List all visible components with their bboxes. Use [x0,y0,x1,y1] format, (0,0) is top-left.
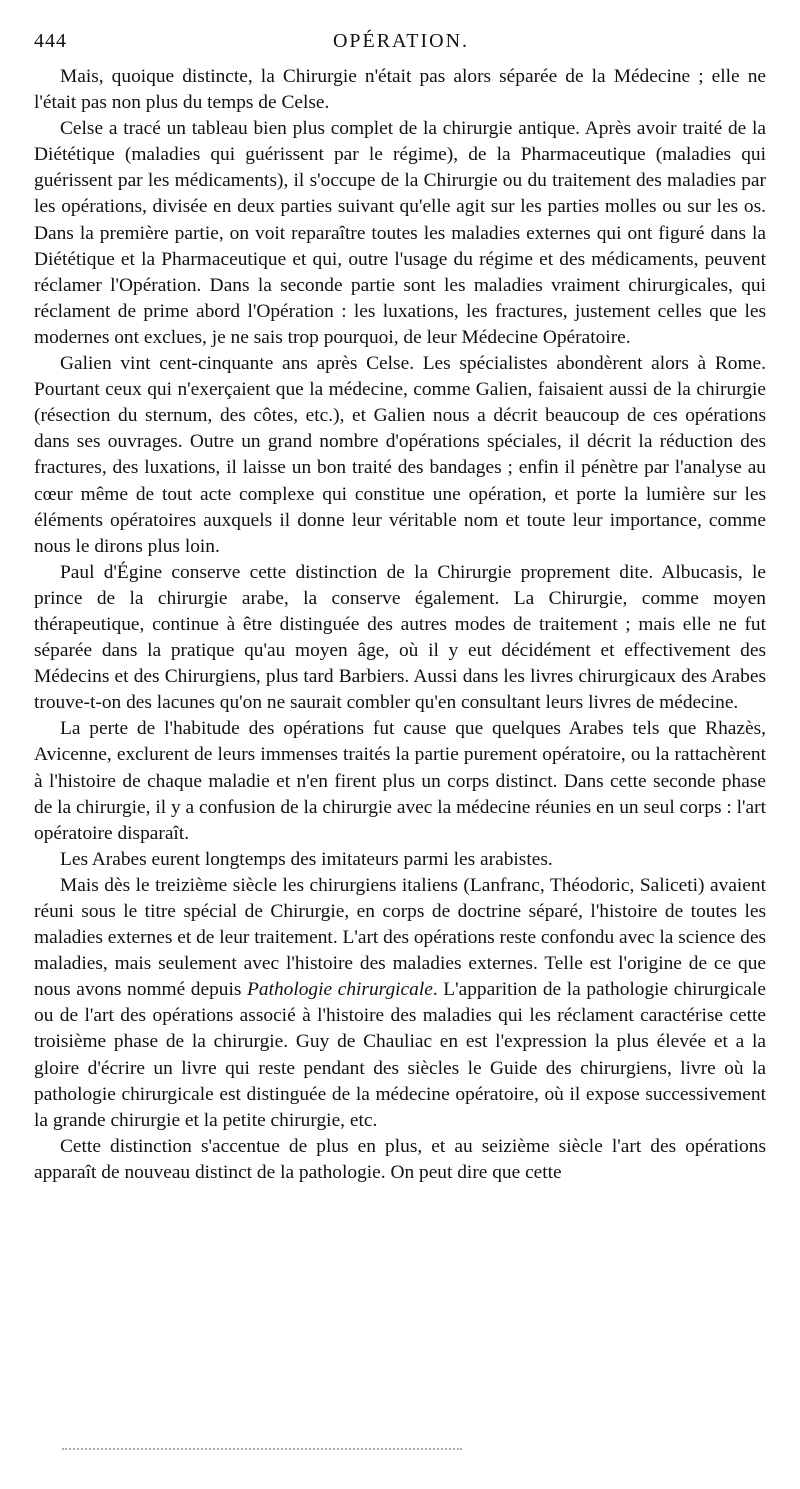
paragraph: Galien vint cent-cinquante ans après Celse. Les spécialistes abondèrent alors à Rome. Pourtant ceux qui n'exerçaient que la médecine, comme Galien, faisaient aussi de la chirurgie (résection du sternum, des côtes, etc.), et Galien nous a décrit beaucoup de ces opérations dans ses ouvrages. Outre un grand nombre d'opérations spéciales, il décrit la réduction des fractures, des luxations, il laisse un bon traité des bandages ; enfin il pénètre par l'analyse au cœur même de tout acte complexe qui constitue une opération, et porte la lumière sur les éléments opératoires auxquels il donne leur véritable nom et toute leur importance, comme nous le dirons plus loin. [34,353,766,557]
page-number: 444 [34,30,67,52]
paragraph: Paul d'Égine conserve cette distinction de la Chirurgie proprement dite. Albucasis, le prince de la chirurgie arabe, la conserve également. La Chirurgie, comme moyen thérapeutique, continue à être distinguée des autres modes de traitement ; mais elle ne fut séparée dans la pratique qu'au moyen âge, où il y eut décidément et effectivement des Médecins et des Chirurgiens, plus tard Barbiers. Aussi dans les livres chirurgicaux des Arabes trouve-t-on des lacunes qu'on ne saurait combler qu'en consultant leurs livres de médecine. [34,561,766,714]
paragraph [34,873,766,1134]
footer-rule [62,1448,462,1454]
paragraph-text: . L'apparition de la pathologie chirurgicale ou de l'art des opérations associé à l'histoire des maladies qui les réclament caractérise cette troisième phase de la chirurgie. Guy de Chauliac en est l'expression la plus élevée et a la gloire d'écrire un livre qui reste pendant des siècles le Guide des chirurgiens, livre où la pathologie chirurgicale est distinguée de la médecine opératoire, où il expose successivement la grande chirurgie et la petite chirurgie, etc. [34,979,766,1131]
paragraph: La perte de l'habitude des opérations fut cause que quelques Arabes tels que Rhazès, Avicenne, exclurent de leurs immenses traités la partie purement opératoire, ou la rattachèrent à l'histoire de chaque maladie et n'en firent plus un corps distinct. Dans cette seconde phase de la chirurgie, il y a confusion de la chirurgie avec la médecine réunies en un seul corps : l'art opératoire disparaît. [34,718,766,844]
paragraph-text: Mais dès le treizième siècle les chirurgiens italiens (Lanfranc, Théodoric, Saliceti) avaient réuni sous le titre spécial de Chirurgie, en corps de doctrine séparé, l'histoire de toutes les maladies externes et de leur traitement. L'art des opérations reste confondu avec la science des maladies, mais seulement avec l'histoire des maladies externes. Telle est l'origine de ce que nous avons nommé depuis [34,874,766,1001]
page-header [34,30,768,60]
running-title: OPÉRATION. [332,30,470,52]
paragraph: Mais, quoique distincte, la Chirurgie n'était pas alors séparée de la Médecine ; elle ne l'était pas non plus du temps de Celse. [34,66,766,114]
paragraph: Les Arabes eurent longtemps des imitateurs parmi les arabistes. [60,848,553,870]
italic-term: Pathologie chirurgicale [247,979,433,1001]
paragraph: Celse a tracé un tableau bien plus complet de la chirurgie antique. Après avoir traité de la Diététique (maladies qui guérissent par le régime), de la Pharmaceutique (maladies qui guérissent par les médicaments), il s'occupe de la Chirurgie ou du traitement des maladies par les opérations, divisée en deux parties suivant qu'elle agit sur les parties molles ou sur les os. Dans la première partie, on voit reparaître toutes les maladies externes qui ont figuré dans la Diététique et la Pharmaceutique et qui, outre l'usage du régime et des médicaments, peuvent réclamer l'Opération. Dans la seconde partie sont les maladies vraiment chirurgicales, qui réclament de prime abord l'Opération : les luxations, les fractures, justement celles que les modernes ont exclues, je ne sais trop pourquoi, de leur Médecine Opératoire. [34,118,766,348]
body-text [34,64,766,1186]
paragraph: Cette distinction s'accentue de plus en plus, et au seizième siècle l'art des opérations apparaît de nouveau distinct de la pathologie. On peut dire que cette [34,1135,766,1183]
